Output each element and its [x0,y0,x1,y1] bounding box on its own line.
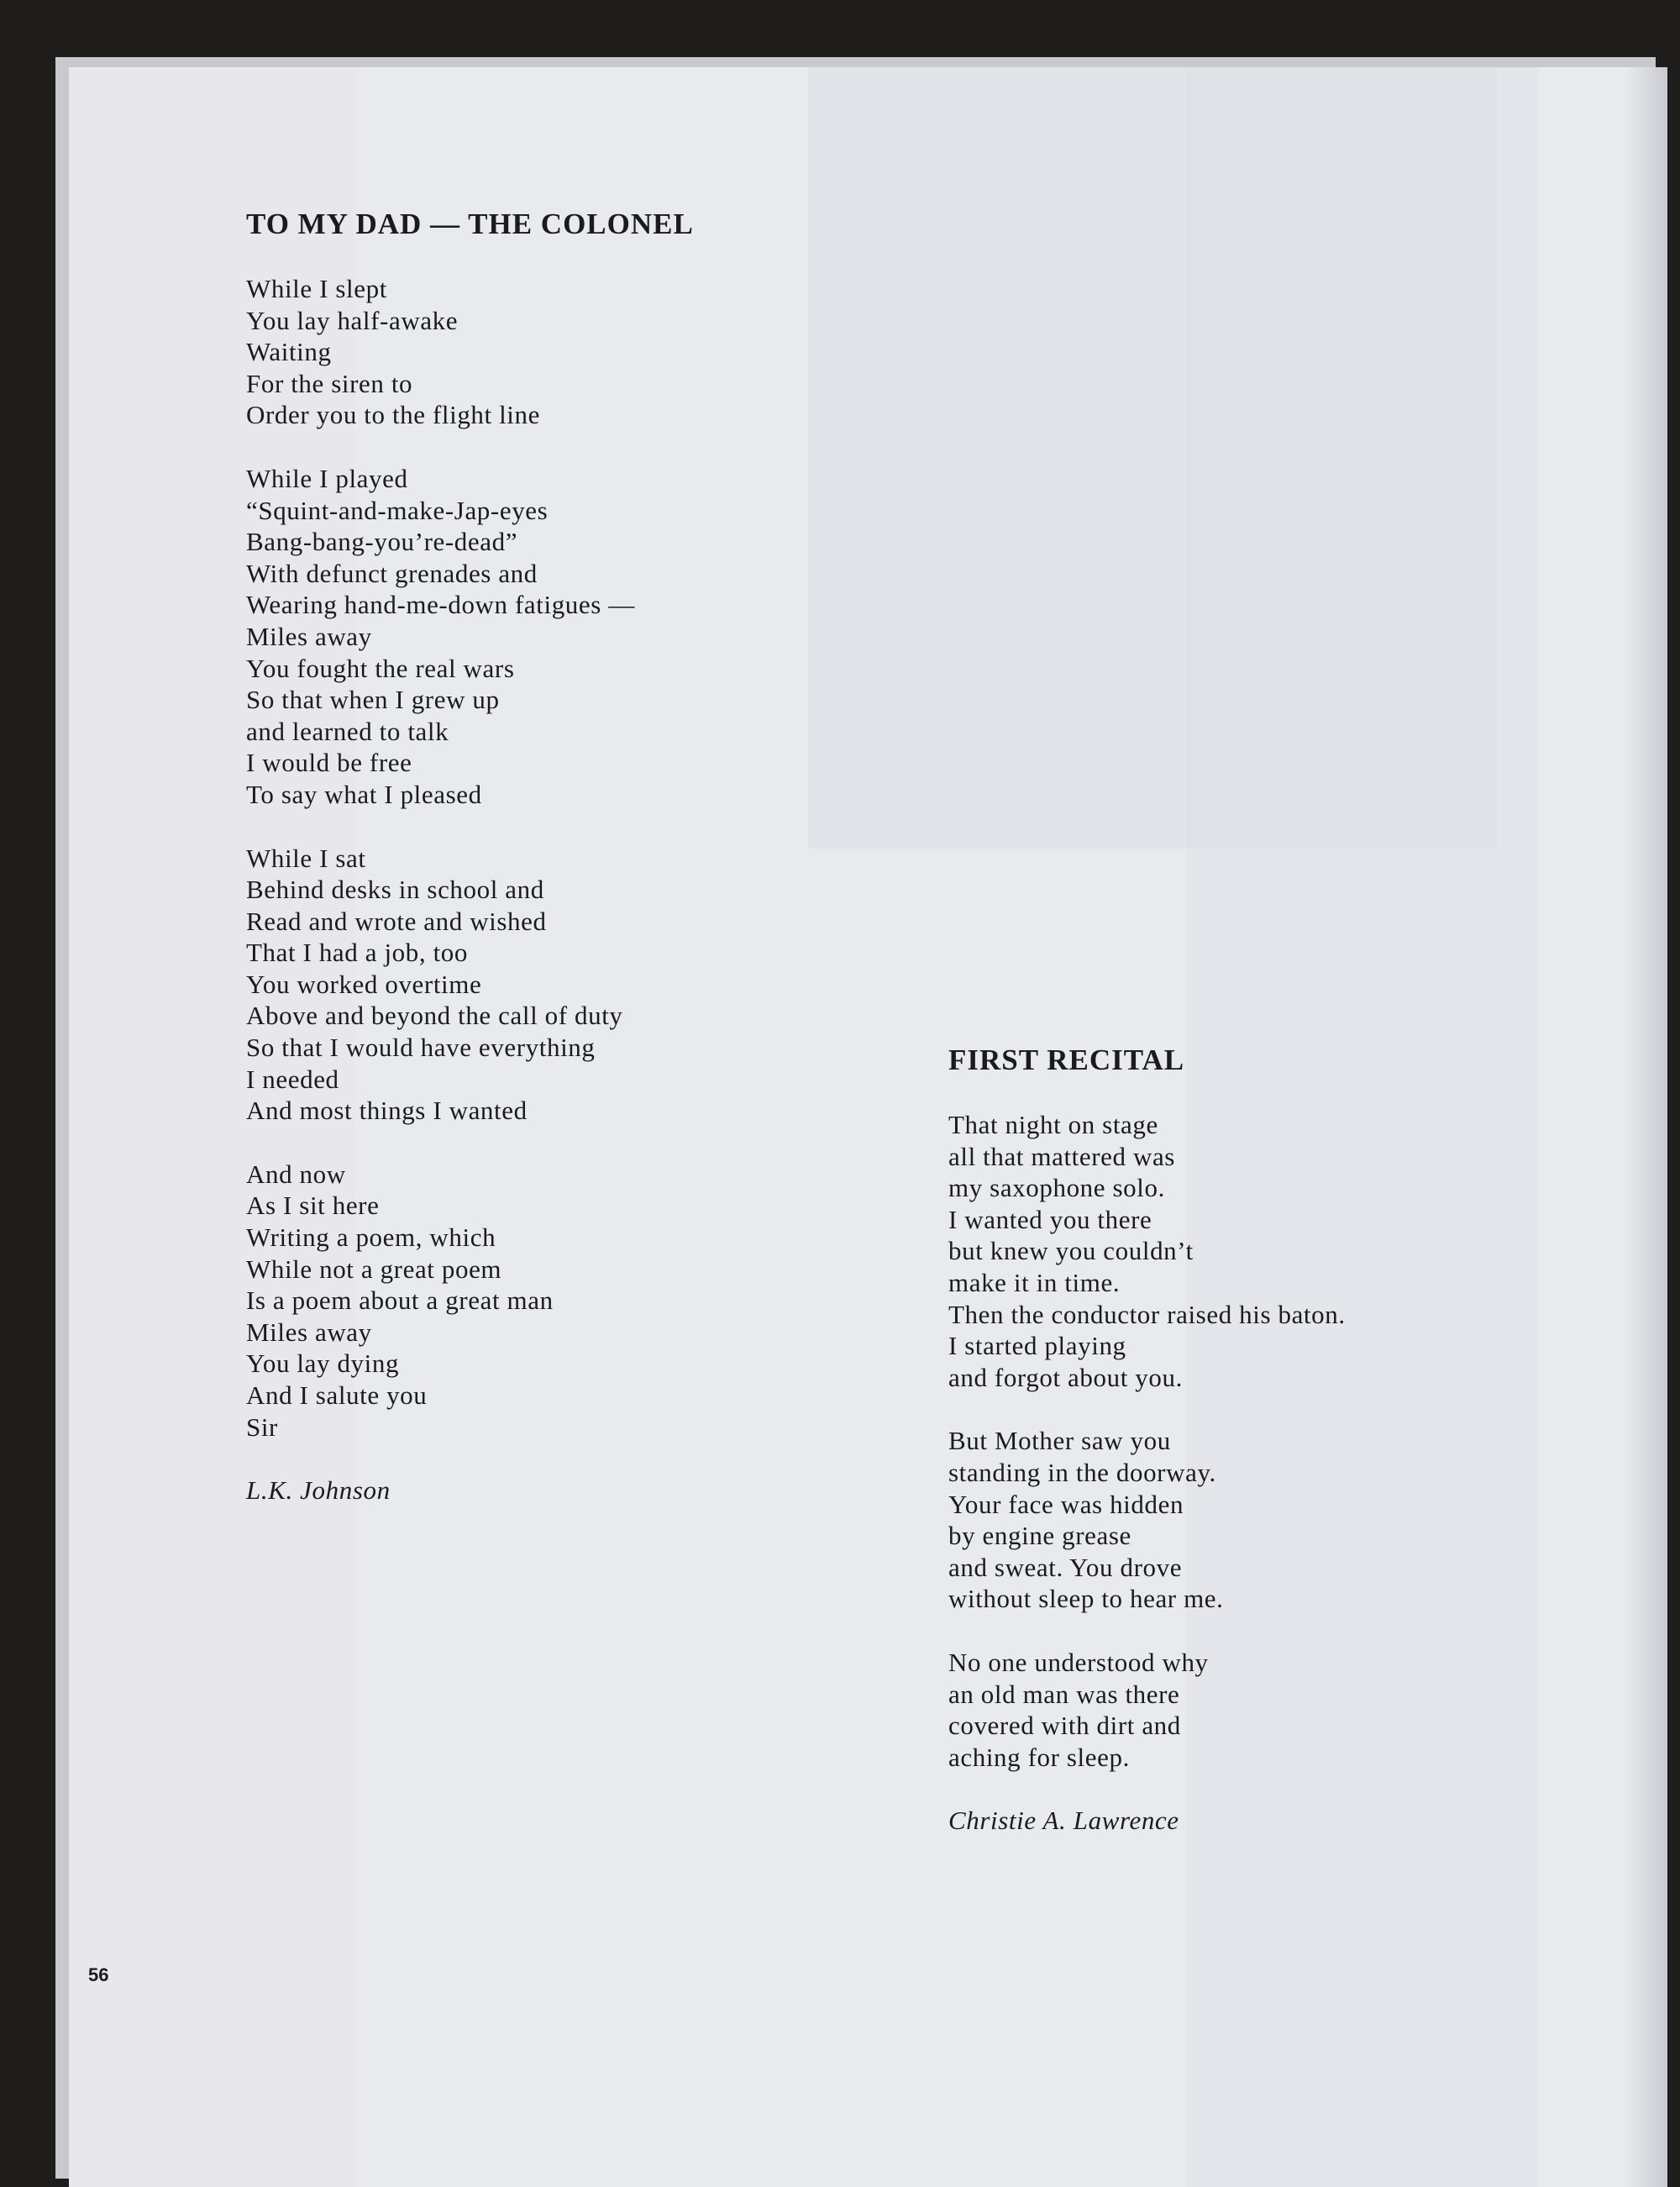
poem-line: an old man was there [948,1679,1180,1709]
poem-line: Sir [246,1412,278,1442]
stanza [948,1425,1520,1615]
poem-line: With defunct grenades and [246,558,538,588]
poem-line: That night on stage [948,1110,1158,1139]
poem-line: Read and wrote and wished [246,906,547,936]
poem-line: While not a great poem [246,1254,502,1284]
poem-line: For the siren to [246,368,413,398]
poem-line: and learned to talk [246,716,449,746]
stanza [246,843,851,1127]
poem-line: standing in the doorway. [948,1457,1216,1487]
poem-line: Wearing hand-me-down fatigues — [246,590,635,620]
page-curl-shadow [1625,67,1667,2187]
poem-line: And most things I wanted [246,1096,528,1126]
poem-line: Then the conductor raised his baton. [948,1299,1346,1329]
stanza [948,1109,1520,1393]
poem-line: and sweat. You drove [948,1552,1183,1582]
poem-line: I needed [246,1064,339,1094]
stanza [246,1159,851,1443]
stanza [948,1647,1520,1773]
poem-line: aching for sleep. [948,1742,1130,1772]
poem-line: “Squint-and-make-Jap-eyes [246,495,549,525]
poem-line: without sleep to hear me. [948,1584,1224,1614]
poem-line: covered with dirt and [948,1711,1181,1741]
poem-line: I wanted you there [948,1204,1152,1234]
poem-line: Above and beyond the call of duty [246,1001,623,1031]
poem-line: As I sit here [246,1191,380,1221]
poem-line: So that when I grew up [246,685,500,715]
stanza [246,463,851,811]
poem-line: While I slept [246,274,387,303]
poem-line: And now [246,1159,346,1189]
poem-body [246,273,851,1443]
poem-line: Miles away [246,621,372,651]
poem-line: Bang-bang-you’re-dead” [246,527,518,557]
poem-line: You worked overtime [246,969,482,999]
poem-line: You lay half-awake [246,305,459,335]
poem-line: and forgot about you. [948,1362,1183,1392]
poem-to-my-dad [246,206,851,1506]
poem-line: You fought the real wars [246,653,515,683]
poem-line: I started playing [948,1331,1126,1361]
poem-line: You lay dying [246,1348,400,1379]
poem-line: all that mattered was [948,1141,1175,1171]
poem-line: Behind desks in school and [246,875,544,905]
poem-author: L.K. Johnson [246,1475,391,1506]
poem-title: FIRST RECITAL [948,1044,1185,1076]
poem-body [948,1109,1520,1773]
poem-line: Waiting [246,337,332,367]
poem-first-recital [948,1042,1520,1837]
poem-title: TO MY DAD — THE COLONEL [246,208,694,240]
poem-line: I would be free [246,748,412,778]
poem-line: So that I would have everything [246,1033,596,1063]
poem-line: While I played [246,463,408,493]
poem-line: but knew you couldn’t [948,1236,1194,1266]
poem-line: my saxophone solo. [948,1173,1165,1203]
poem-line: While I sat [246,843,366,873]
page-number: 56 [88,1964,109,1985]
poem-line: Miles away [246,1317,372,1347]
poem-line: Writing a poem, which [246,1222,496,1253]
poem-line: Your face was hidden [948,1489,1184,1519]
poem-line: To say what I pleased [246,779,482,809]
poem-line: Order you to the flight line [246,400,540,430]
poem-line: And I salute you [246,1380,428,1410]
poem-line: But Mother saw you [948,1426,1171,1456]
poem-line: make it in time. [948,1267,1121,1297]
poem-line: No one understood why [948,1647,1209,1677]
poem-line: by engine grease [948,1521,1131,1551]
poem-line: That I had a job, too [246,938,468,968]
stanza [246,273,851,431]
poem-author: Christie A. Lawrence [948,1806,1179,1836]
poem-line: Is a poem about a great man [246,1285,554,1316]
